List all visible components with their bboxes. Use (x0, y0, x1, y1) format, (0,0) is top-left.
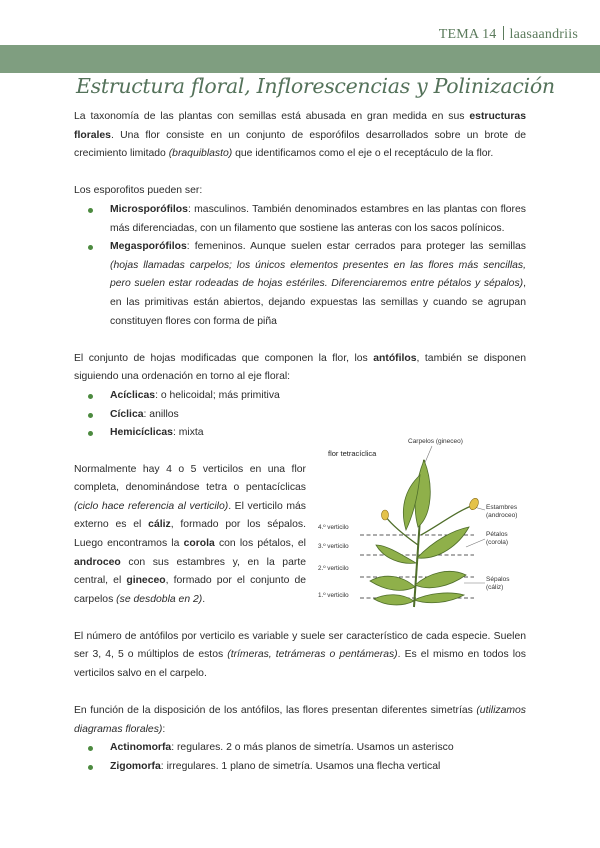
page-title: Estructura floral, Inflorescencias y Polinización (76, 74, 555, 98)
flower-diagram (314, 435, 536, 615)
header (439, 26, 578, 43)
bullet-icon (88, 394, 93, 399)
list-item: Acíclicas: o helicoidal; más primitiva (74, 387, 526, 406)
label-verticilo-3: 3.º verticilo (318, 542, 349, 550)
header-band (0, 45, 600, 73)
intro-paragraph: La taxonomía de las plantas con semillas está abusada en gran medida en sus estructuras florales. Una flor consiste en un conjunto de esporófilos desarrollados sobre un brote de crecimiento limitado (braquiblasto) que identificamos como el eje o el receptáculo de la flor. (74, 111, 526, 160)
bullet-icon (88, 245, 93, 250)
bullet-icon (88, 413, 93, 418)
verticilos-section (74, 437, 526, 628)
list-item: Megasporófilos: femeninos. Aunque suelen estar cerrados para proteger las semillas (hojas llamadas carpelos; los únicos elementos presentes en las flores más sencillas, pero suelen estar rodeadas de hojas estériles. Diferenciaremos entre pétalos y sépalos), en las primitivas están abiertos, dejando expuestas las semillas y cuando se agrupan constituyen flores con forma de piña (74, 238, 526, 331)
label-carpelos: Carpelos (gineceo) (408, 437, 463, 445)
label-petalos: Pétalos (486, 530, 508, 538)
label-caliz: (cáliz) (486, 583, 504, 591)
simetria-paragraph: En función de la disposición de los antófilos, las flores presentan diferentes simetrías (utilizamos diagramas florales): (74, 705, 526, 735)
esporofitos-list (74, 201, 526, 331)
tema-label: TEMA 14 (438, 27, 497, 42)
simetria-list (74, 739, 526, 776)
bullet-icon (88, 746, 93, 751)
list-item: Zigomorfa: irregulares. 1 plano de simetría. Usamos una flecha vertical (74, 758, 526, 777)
bullet-icon (88, 431, 93, 436)
list-item: Actinomorfa: regulares. 2 o más planos de simetría. Usamos un asterisco (74, 739, 526, 758)
numero-paragraph: El número de antófilos por verticilo es variable y suele ser característico de cada especie. Suelen ser 3, 4, 5 o múltiplos de estos (trímeras, tetrámeras o pentámeras). Es el mismo en todos los verticilos salvo en el carpelo. (74, 630, 526, 679)
plant-illustration (370, 460, 480, 607)
verticilos-paragraph: Normalmente hay 4 o 5 verticilos en una flor completa, denominándose tetra o pentacíclicas (ciclo hace referencia al verticilo). El verticilo más externo es el cáliz, formado por los sépalos. Luego encontramos la corola con los pétalos, el androceo con sus estambres y, en la parte central, el gineceo, formado por el conjunto de carpelos (se desdobla en 2). (74, 463, 306, 605)
label-verticilo-2: 2.º verticilo (318, 564, 349, 572)
label-estambres: Estambres (486, 503, 518, 511)
label-verticilo-4: 4.º verticilo (318, 523, 349, 531)
content (74, 108, 526, 776)
esporofitos-lead: Los esporofitos pueden ser: (74, 185, 203, 197)
label-androceo: (androceo) (486, 511, 518, 519)
list-item: Microsporófilos: masculinos. También denominados estambres en las plantas con flores más diferenciadas, con un filamento que sostiene las anteras con los sacos polínicos. (74, 201, 526, 238)
author-label: laasaandriis (509, 27, 578, 42)
label-verticilo-1: 1.º verticilo (318, 591, 349, 599)
diagram-title: flor tetracíclica (328, 448, 377, 458)
list-item: Cíclica: anillos (74, 406, 526, 425)
list-item: Hemicíclicas: mixta (74, 424, 526, 443)
antofilos-paragraph: El conjunto de hojas modificadas que componen la flor, los antófilos, también se disponen siguiendo una ordenación en torno al eje floral: (74, 352, 526, 383)
label-sepalos: Sépalos (486, 575, 510, 583)
label-corola: (corola) (486, 538, 509, 546)
bullet-icon (88, 765, 93, 770)
bullet-icon (88, 208, 93, 213)
header-separator (503, 26, 504, 40)
